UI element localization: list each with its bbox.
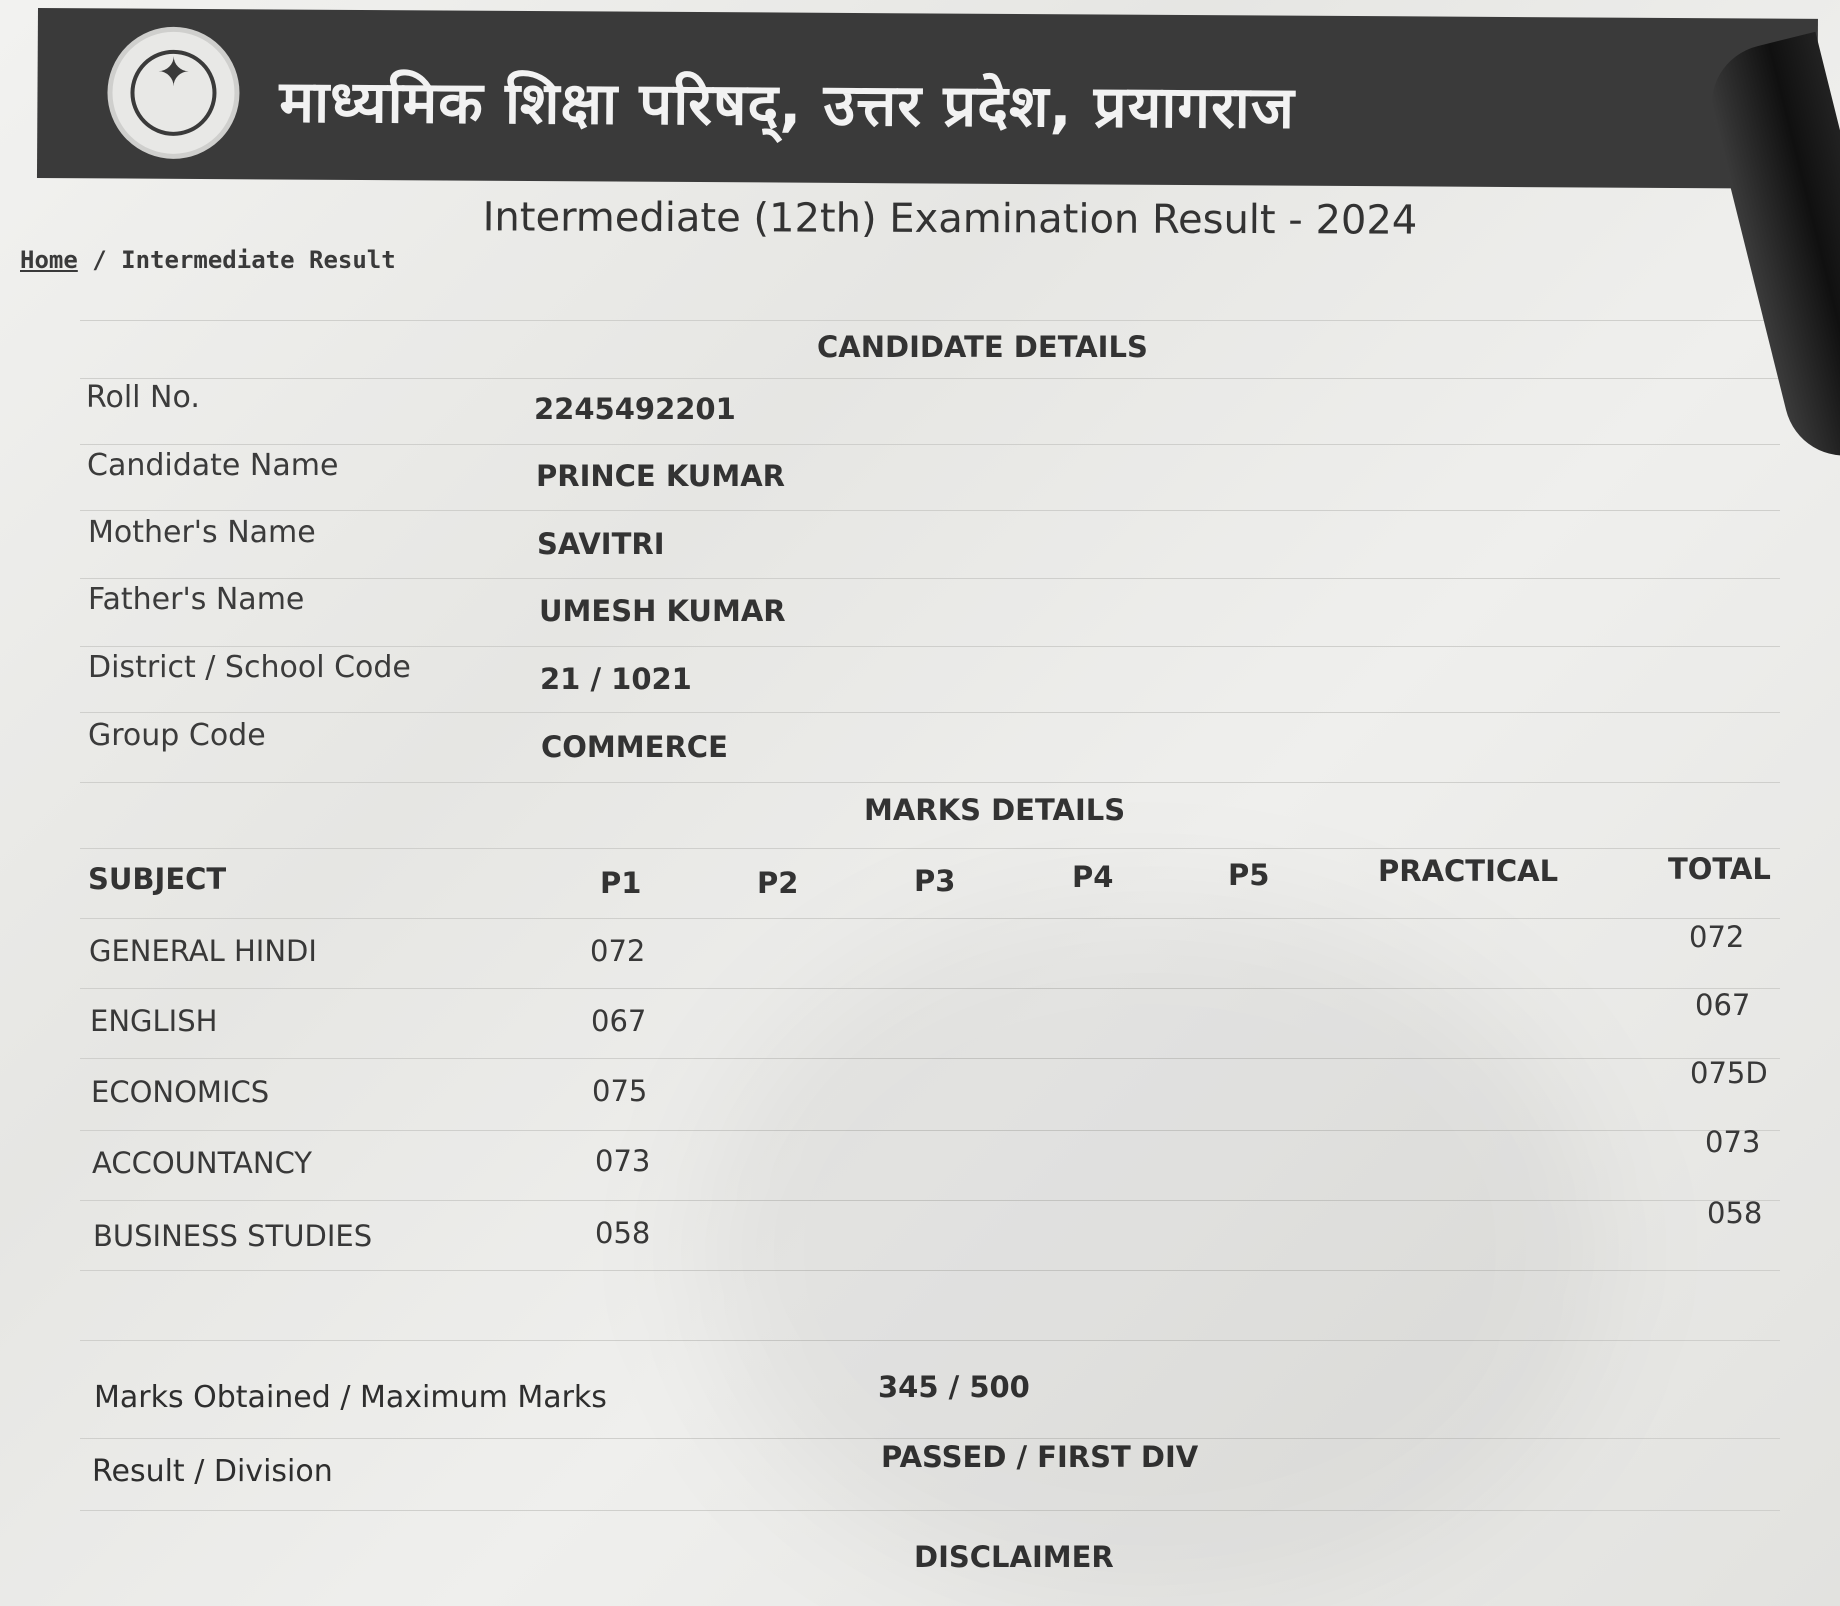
district-school-code-label: District / School Code [88, 650, 411, 685]
divider [80, 712, 1780, 713]
subject-name: BUSINESS STUDIES [93, 1219, 373, 1253]
subject-name: ACCOUNTANCY [92, 1146, 313, 1180]
col-header-total: TOTAL [1668, 852, 1771, 886]
mother-name-value: SAVITRI [537, 527, 665, 561]
candidate-name-value: PRINCE KUMAR [536, 459, 785, 493]
breadcrumb [20, 246, 396, 274]
breadcrumb-home-link[interactable]: Home [20, 246, 78, 274]
subject-name: ENGLISH [90, 1004, 218, 1038]
subject-name: ECONOMICS [91, 1075, 270, 1109]
divider [80, 510, 1780, 511]
divider [80, 646, 1780, 647]
divider [80, 782, 1780, 783]
group-code-label: Group Code [88, 718, 266, 753]
father-name-label: Father's Name [88, 582, 305, 617]
col-header-p2: P2 [757, 866, 799, 900]
divider [80, 444, 1780, 445]
roll-no-label: Roll No. [86, 380, 200, 415]
subject-total: 067 [1695, 988, 1751, 1022]
col-header-practical: PRACTICAL [1378, 854, 1559, 888]
subject-p1: 058 [595, 1216, 651, 1250]
candidate-section-title: CANDIDATE DETAILS [817, 330, 1148, 364]
divider [80, 918, 1780, 919]
emblem-glyph: ✦ [156, 49, 191, 96]
breadcrumb-separator: / [77, 246, 122, 274]
subject-p1: 072 [590, 934, 646, 968]
subject-total: 072 [1689, 920, 1745, 954]
divider [80, 848, 1780, 849]
col-header-p5: P5 [1228, 858, 1270, 892]
marks-section-title: MARKS DETAILS [864, 793, 1126, 827]
divider [80, 378, 1780, 379]
board-title: माध्यमिक शिक्षा परिषद्, उत्तर प्रदेश, प्रयागराज [279, 67, 1296, 142]
result-division-value: PASSED / FIRST DIV [881, 1440, 1199, 1474]
roll-no-value: 2245492201 [534, 392, 736, 426]
subject-total: 073 [1705, 1125, 1761, 1159]
phone-edge [1699, 32, 1840, 469]
col-header-subject: SUBJECT [88, 862, 227, 896]
subject-total: 075D [1690, 1056, 1768, 1090]
mother-name-label: Mother's Name [88, 515, 316, 550]
subject-name: GENERAL HINDI [89, 934, 317, 968]
marks-obtained-label: Marks Obtained / Maximum Marks [94, 1380, 607, 1415]
divider [80, 320, 1780, 321]
district-school-code-value: 21 / 1021 [540, 662, 692, 696]
father-name-value: UMESH KUMAR [539, 594, 786, 628]
col-header-p4: P4 [1072, 860, 1114, 894]
col-header-p3: P3 [914, 864, 956, 898]
light-shadow [700, 900, 1600, 1600]
result-division-label: Result / Division [92, 1454, 333, 1489]
subject-p1: 067 [591, 1004, 647, 1038]
group-code-value: COMMERCE [541, 730, 728, 764]
page-title: Intermediate (12th) Examination Result - 2024 [482, 194, 1418, 244]
candidate-name-label: Candidate Name [87, 448, 339, 483]
divider [80, 578, 1780, 579]
marks-obtained-value: 345 / 500 [878, 1370, 1030, 1404]
subject-p1: 073 [595, 1144, 651, 1178]
breadcrumb-current: Intermediate Result [121, 246, 396, 274]
emblem-icon [107, 26, 240, 159]
header-banner [37, 8, 1818, 189]
subject-p1: 075 [592, 1074, 648, 1108]
subject-total: 058 [1707, 1196, 1763, 1230]
disclaimer-title: DISCLAIMER [914, 1540, 1114, 1574]
col-header-p1: P1 [600, 866, 642, 900]
